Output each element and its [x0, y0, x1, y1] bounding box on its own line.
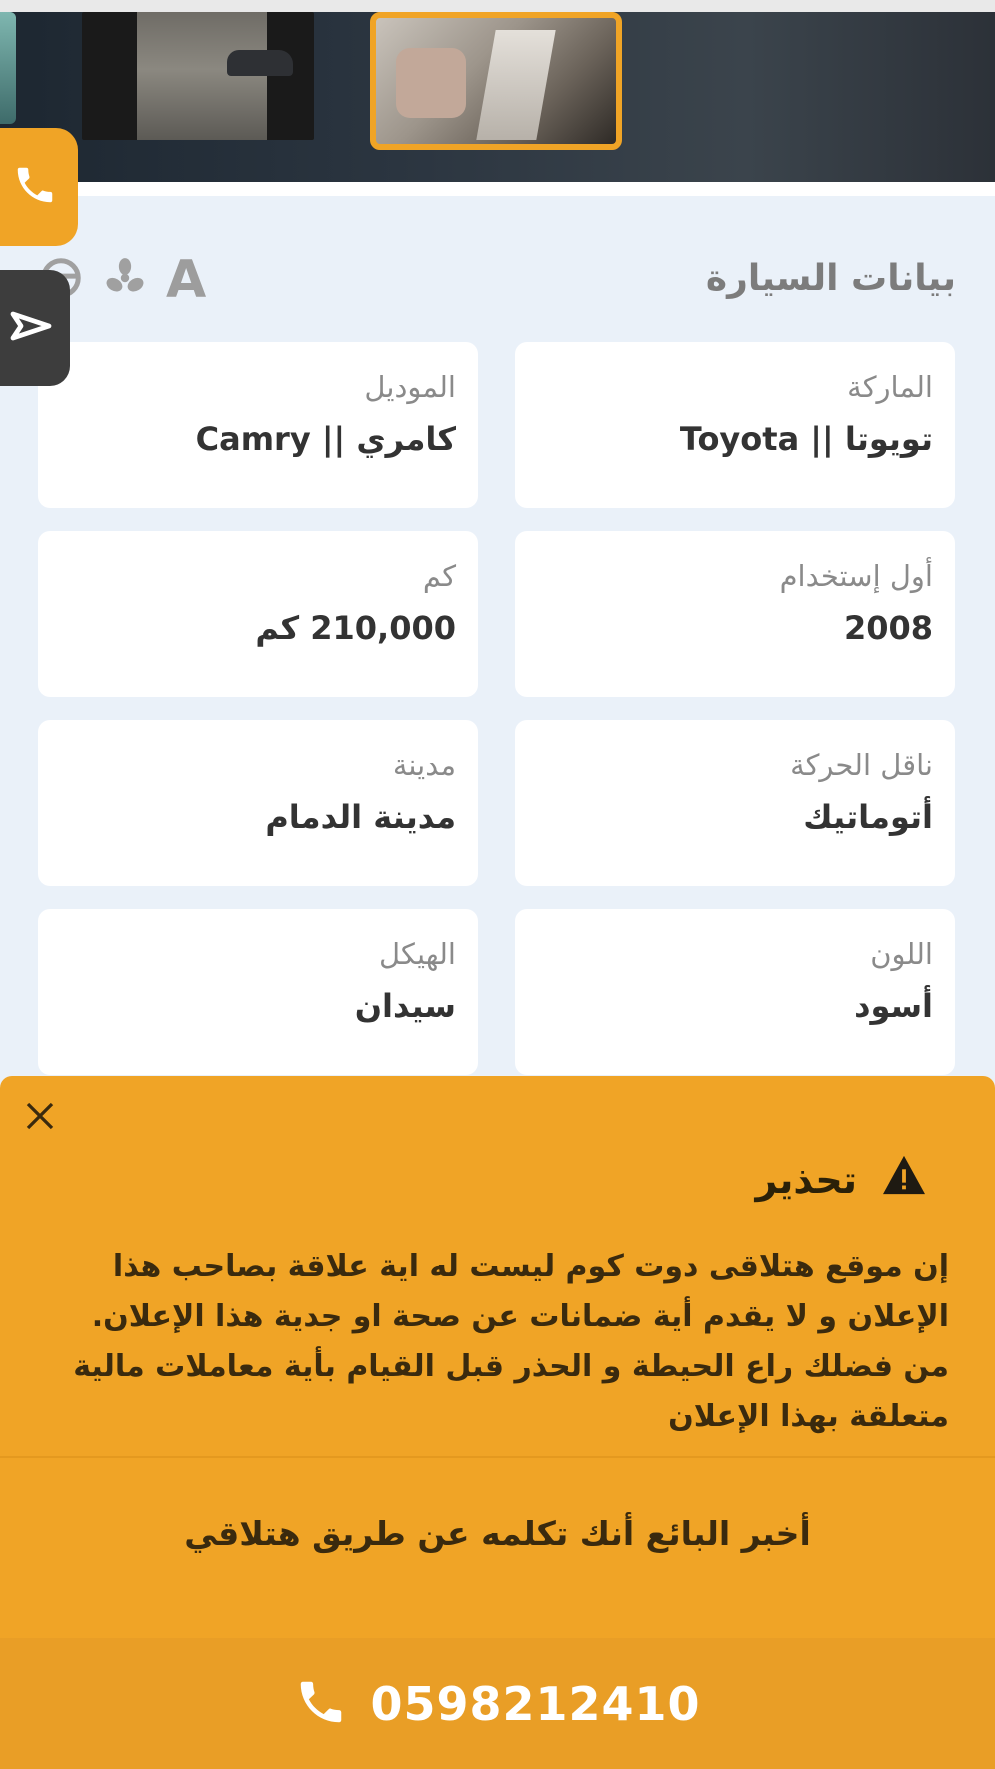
- close-icon[interactable]: [22, 1098, 58, 1134]
- text-a-icon: A: [166, 250, 207, 310]
- spec-card-mileage: [38, 531, 478, 697]
- fan-icon: [102, 255, 148, 305]
- spec-label: ناقل الحركة: [790, 748, 933, 782]
- car-photo: [137, 12, 267, 140]
- spec-label: الموديل: [364, 370, 456, 404]
- spec-label: الهيكل: [379, 937, 456, 971]
- car-details-section: [0, 196, 995, 1086]
- spec-label: مدينة: [392, 748, 456, 782]
- warning-title: [755, 1154, 927, 1205]
- gallery-thumbnail-selected[interactable]: [370, 12, 622, 150]
- section-title: بيانات السيارة: [705, 258, 956, 299]
- spec-label: كم: [422, 559, 456, 593]
- warning-icon: [881, 1154, 927, 1205]
- spec-value: 210,000 كم: [255, 609, 456, 647]
- gallery-thumbnail[interactable]: [82, 12, 314, 140]
- photo-gallery: [0, 0, 995, 182]
- spec-card-city: [38, 720, 478, 886]
- spec-label: اللون: [870, 937, 933, 971]
- spec-value: سيدان: [354, 987, 456, 1025]
- spec-card-model: [38, 342, 478, 508]
- spec-card-brand: [515, 342, 955, 508]
- spec-label: الماركة: [847, 370, 933, 404]
- gallery-thumbnail[interactable]: [0, 12, 16, 124]
- spec-value: أسود: [854, 987, 933, 1025]
- spec-card-body: [38, 909, 478, 1075]
- warning-title-text: تحذير: [755, 1157, 857, 1202]
- phone-number: 0598212410: [370, 1676, 701, 1731]
- spec-card-color: [515, 909, 955, 1075]
- warning-sheet: [0, 1076, 995, 1769]
- divider: [0, 1456, 995, 1458]
- spec-card-first-use: [515, 531, 955, 697]
- warning-message: إن موقع هتلاقى دوت كوم ليست له اية علاقة بصاحب هذا الإعلان و لا يقدم أية ضمانات عن صحة او جدية هذا الإعلان. من فضلك راع الحيطة و الحذر قبل القيام بأية معاملات مالية متعلقة بهذا الإعلان: [73, 1249, 949, 1434]
- spec-value: أتوماتيك: [803, 798, 933, 836]
- share-icon: [7, 302, 55, 354]
- phone-icon: [12, 162, 58, 212]
- spec-label: أول إستخدام: [779, 559, 933, 593]
- spec-value: مدينة الدمام: [265, 798, 456, 836]
- phone-icon: [294, 1675, 348, 1733]
- tell-seller-note: أخبر البائع أنك تكلمه عن طريق هتلاقي: [184, 1514, 811, 1553]
- gallery-top-border: [0, 0, 995, 12]
- spec-value: تويوتا || Toyota: [679, 420, 933, 458]
- spec-value: 2008: [843, 609, 933, 647]
- car-interior-photo: [396, 48, 466, 118]
- floating-call-button[interactable]: [0, 128, 78, 246]
- spec-value: كامري || Camry: [195, 420, 456, 458]
- floating-share-button[interactable]: [0, 270, 70, 386]
- call-seller-button[interactable]: [0, 1638, 995, 1769]
- spec-card-transmission: [515, 720, 955, 886]
